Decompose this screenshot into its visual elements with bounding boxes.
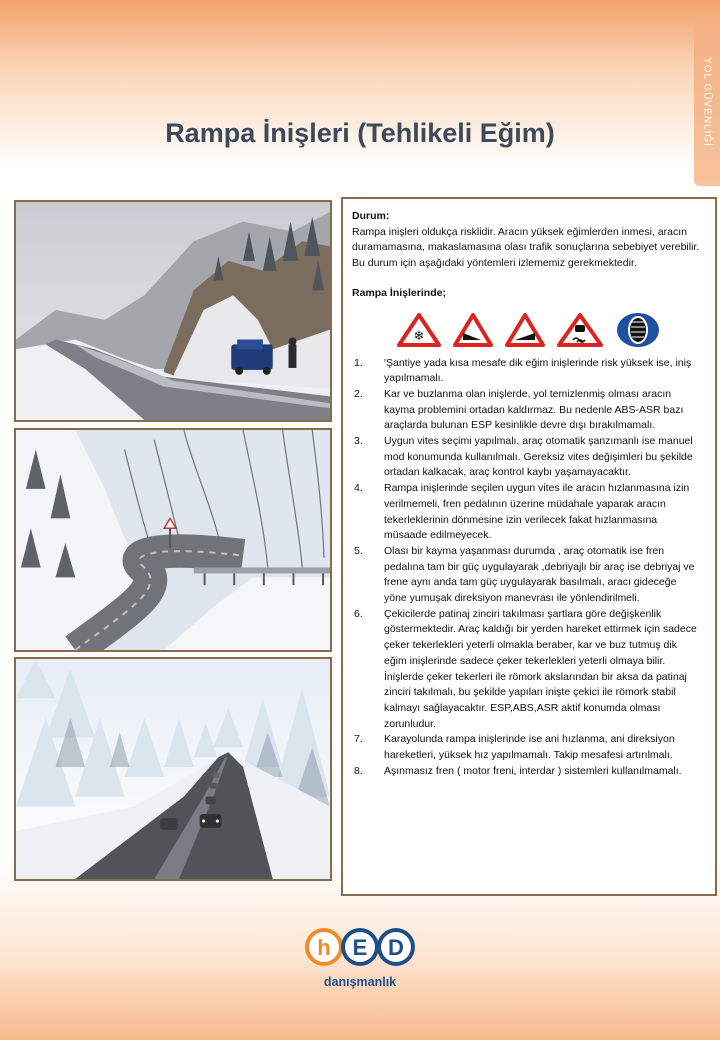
list-item: 8. Aşınmasız fren ( motor freni, interdar ) sistemleri kullanılmamalı. xyxy=(354,764,682,777)
logo-text: danışmanlık xyxy=(323,975,397,989)
svg-text:D: D xyxy=(388,935,404,960)
list-item: 6. Çekicilerde patinaj zinciri takılması şartlara göre değişkenlik göstermektedir. Araç kaldığı bir yerden hareket ettirmek için sadece çeker tekerlekleri yeterli olmakla beraber, kar ve buz tutmuş dik eğim inişlerinde sadece çeker tekerlekleri yeterli olmaya bilir. İnişlerde çeker tekerleri ile römork akslarından bir aksa da patinaj zinciri takılmalı, bu şekilde yapılan inişte çekici ile römork stabil kalmayı sağlayacaktır. ESP,ABS,ASR aktif konumda olması zorunludur. xyxy=(354,607,697,730)
steep-descent-sign-icon xyxy=(453,313,493,347)
side-tab xyxy=(694,18,720,186)
steps-list xyxy=(352,356,706,780)
list-item: 3. Uygun vites seçimi yapılmalı, araç otomatik şanzımanlı ise manuel mod konumunda kullanılmalı. Gereksiz vites değişimleri bu şekilde ortadan kalkacak, araç kontrol kaybı yaşamayacaktır. xyxy=(354,435,693,479)
section-label: Rampa İnişlerinde; xyxy=(352,287,446,299)
ice-warning-sign-icon xyxy=(397,313,441,347)
warning-signs-row xyxy=(352,312,706,348)
content-box xyxy=(341,197,717,896)
list-item: 4. Rampa inişlerinde seçilen uygun vites ile aracın hızlanmasına izin verilmemeli, fren pedalının üzerine müdahale yaparak aracın tekerleklerinin dönmesine izin verilecek fakat hızlanmasına müsaade edilmeyecek. xyxy=(354,482,690,542)
durum-text: Rampa inişleri oldukça risklidir. Aracın yüksek eğimlerden inmesi, aracın duramamasına, makaslamasına olası trafik sonuçlarına sebebiyet verebilir. xyxy=(352,225,700,253)
page-title: Rampa İnişleri (Tehlikeli Eğim) xyxy=(165,118,555,148)
side-tab-label: YOL GÜVENLİĞİ xyxy=(701,57,713,147)
company-logo xyxy=(300,925,420,995)
svg-text:E: E xyxy=(352,935,368,960)
snowy-forest-road-image xyxy=(16,659,330,879)
slippery-road-sign-icon xyxy=(557,313,603,347)
snow-tire-sign-icon xyxy=(615,312,661,348)
steep-descent-sign-2-icon xyxy=(505,313,545,347)
photo-snowy-forest-road xyxy=(14,657,332,881)
svg-text:h: h xyxy=(317,935,331,960)
list-item: 2. Kar ve buzlanma olan inişlerde, yol temizlenmiş olması aracın kayma problemini ortadan kaldırmaz. Bu nedenle ABS-ASR bazı araçlarda bulunan ESP kesinlikle devre dışı bırakılmamalı. xyxy=(354,387,684,432)
svg-text:❄: ❄ xyxy=(413,328,425,344)
snowy-mountain-road-image xyxy=(16,202,330,420)
list-item: 5. Olası bir kayma yaşanması durumda , araç otomatik ise fren pedalına tam bir güç uygulayarak ,debriyajlı bir araç ise debriyaj ve frene aynı anda tam güç uygulayarak basılmalı, aracı gideceğe yöne yumuşak direksiyon manevrası ile yönlendirilmeli. xyxy=(354,544,695,605)
list-item: 7. Karayolunda rampa inişlerinde ise ani hızlanma, ani direksiyon hareketleri, yüksek hız yapılmamalı. Takip mesafesi artırılmalı. xyxy=(354,733,675,762)
durum-label: Durum: xyxy=(352,210,390,222)
durum-text-2: Bu durum için aşağıdaki yöntemleri izlememiz gerekmektedir. xyxy=(352,256,637,269)
photo-snowy-mountain-road xyxy=(14,200,332,422)
photo-winding-snowy-road xyxy=(14,428,332,652)
winding-snowy-road-image xyxy=(16,430,330,650)
hed-logo-icon xyxy=(300,925,420,973)
list-item: 1. 'Şantiye yada kısa mesafe dik eğim inişlerinde risk yüksek ise, iniş yapılmamalı. xyxy=(354,356,692,385)
